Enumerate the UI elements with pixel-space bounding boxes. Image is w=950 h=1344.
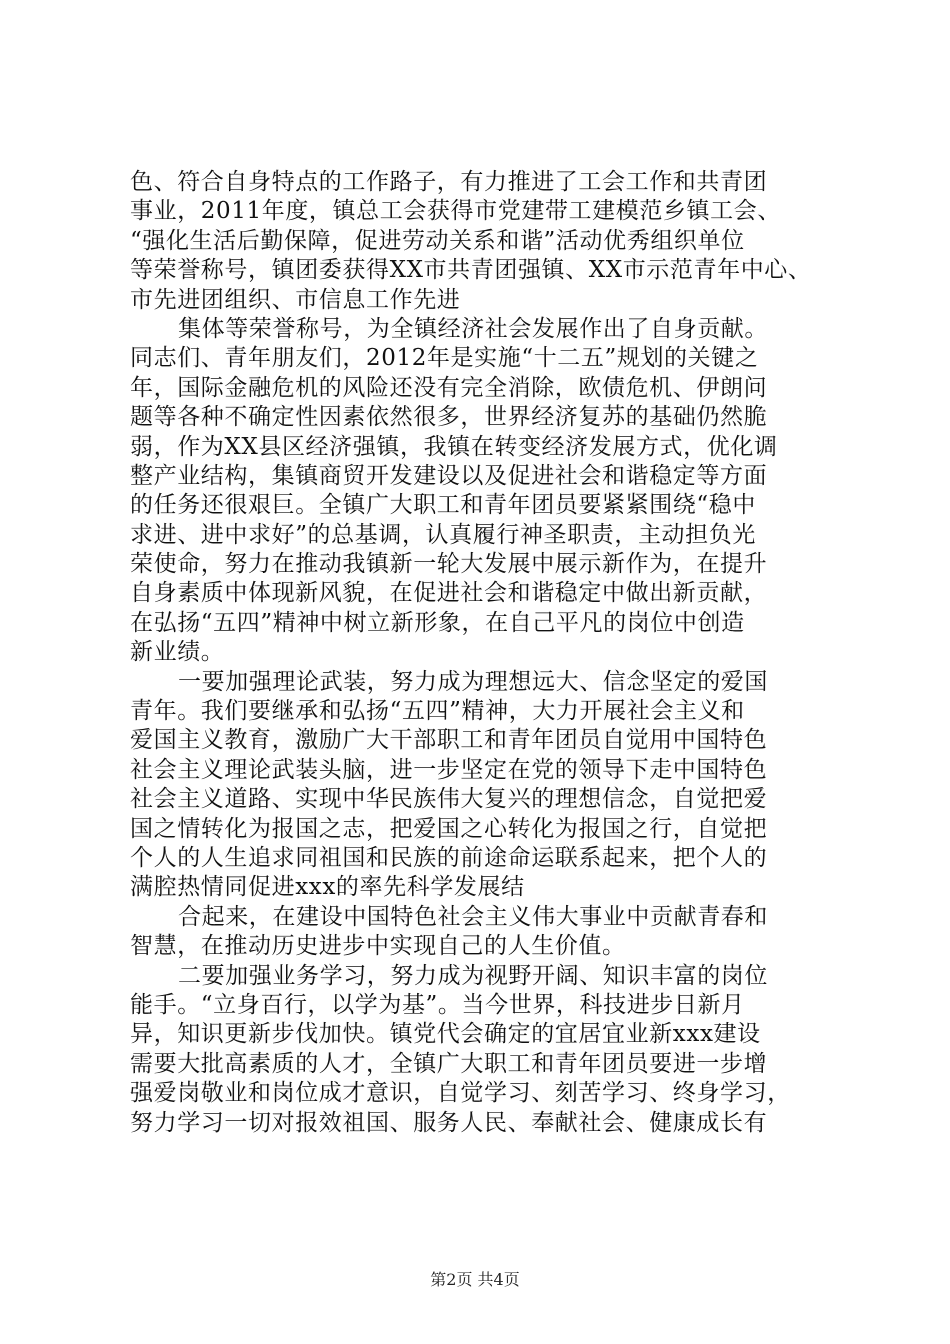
text-line: 的任务还很艰巨。全镇广大职工和青年团员要紧紧围绕“稳中: [130, 492, 756, 519]
page-footer: 第2页 共4页: [430, 1270, 520, 1289]
text-line: 在弘扬“五四”精神中树立新形象，在自己平凡的岗位中创造: [130, 609, 745, 636]
text-line: 色、符合自身特点的工作路子，有力推进了工会工作和共青团: [130, 169, 768, 195]
text-line: 同志们、青年朋友们，2012年是实施“十二五”规划的关键之: [130, 345, 759, 372]
text-line: 新业绩。: [130, 639, 225, 666]
text-line: 荣使命，努力在推动我镇新一轮大发展中展示新作为，在提升: [130, 551, 768, 578]
text-line: 一要加强理论武装，努力成为理想远大、信念坚定的爱国: [178, 668, 768, 695]
text-line: 能手。“立身百行，以学为基”。当今世界，科技进步日新月: [130, 991, 745, 1018]
text-line: 国之情转化为报国之志，把爱国之心转化为报国之行，自觉把: [130, 815, 768, 842]
text-line: 异，知识更新步伐加快。镇党代会确定的宜居宜业新xxx建设: [130, 1021, 761, 1048]
text-line: 满腔热情同促进xxx的率先科学发展结: [130, 874, 525, 901]
text-line: 市先进团组织、市信息工作先进: [130, 286, 461, 313]
text-line: 事业，2011年度，镇总工会获得市党建带工建模范乡镇工会、: [130, 198, 781, 225]
text-line: “强化生活后勤保障，促进劳动关系和谐”活动优秀组织单位: [130, 227, 745, 254]
text-line: 自身素质中体现新风貌，在促进社会和谐稳定中做出新贡献，: [130, 580, 768, 607]
text-line: 社会主义道路、实现中华民族伟大复兴的理想信念，自觉把爱: [130, 786, 768, 813]
text-line: 爱国主义教育，激励广大干部职工和青年团员自觉用中国特色: [130, 727, 768, 754]
text-line: 二要加强业务学习，努力成为视野开阔、知识丰富的岗位: [178, 962, 768, 989]
text-line: 个人的人生追求同祖国和民族的前途命运联系起来，把个人的: [130, 844, 768, 871]
text-line: 年，国际金融危机的风险还没有完全消除，欧债危机、伊朗问: [130, 374, 768, 401]
text-line: 题等各种不确定性因素依然很多，世界经济复苏的基础仍然脆: [130, 404, 768, 431]
text-line: 努力学习一切对报效祖国、服务人民、奉献社会、健康成长有: [130, 1109, 768, 1136]
text-line: 弱，作为XX县区经济强镇，我镇在转变经济发展方式，优化调: [130, 433, 778, 460]
text-line: 强爱岗敬业和岗位成才意识，自觉学习、刻苦学习、终身学习，: [130, 1080, 791, 1107]
text-line: 合起来，在建设中国特色社会主义伟大事业中贡献青春和: [178, 903, 768, 930]
text-line: 等荣誉称号，镇团委获得XX市共青团强镇、XX市示范青年中心、: [130, 257, 812, 284]
text-line: 智慧，在推动历史进步中实现自己的人生价值。: [130, 933, 626, 960]
text-line: 集体等荣誉称号，为全镇经济社会发展作出了自身贡献。: [178, 315, 768, 342]
text-line: 求进、进中求好”的总基调，认真履行神圣职责，主动担负光: [130, 521, 756, 548]
text-line: 社会主义理论武装头脑，进一步坚定在党的领导下走中国特色: [130, 756, 768, 783]
text-line: 青年。我们要继承和弘扬“五四”精神，大力开展社会主义和: [130, 698, 745, 725]
text-line: 整产业结构，集镇商贸开发建设以及促进社会和谐稳定等方面: [130, 462, 768, 489]
text-line: 需要大批高素质的人才，全镇广大职工和青年团员要进一步增: [130, 1050, 768, 1077]
body-text: [130, 168, 850, 1138]
